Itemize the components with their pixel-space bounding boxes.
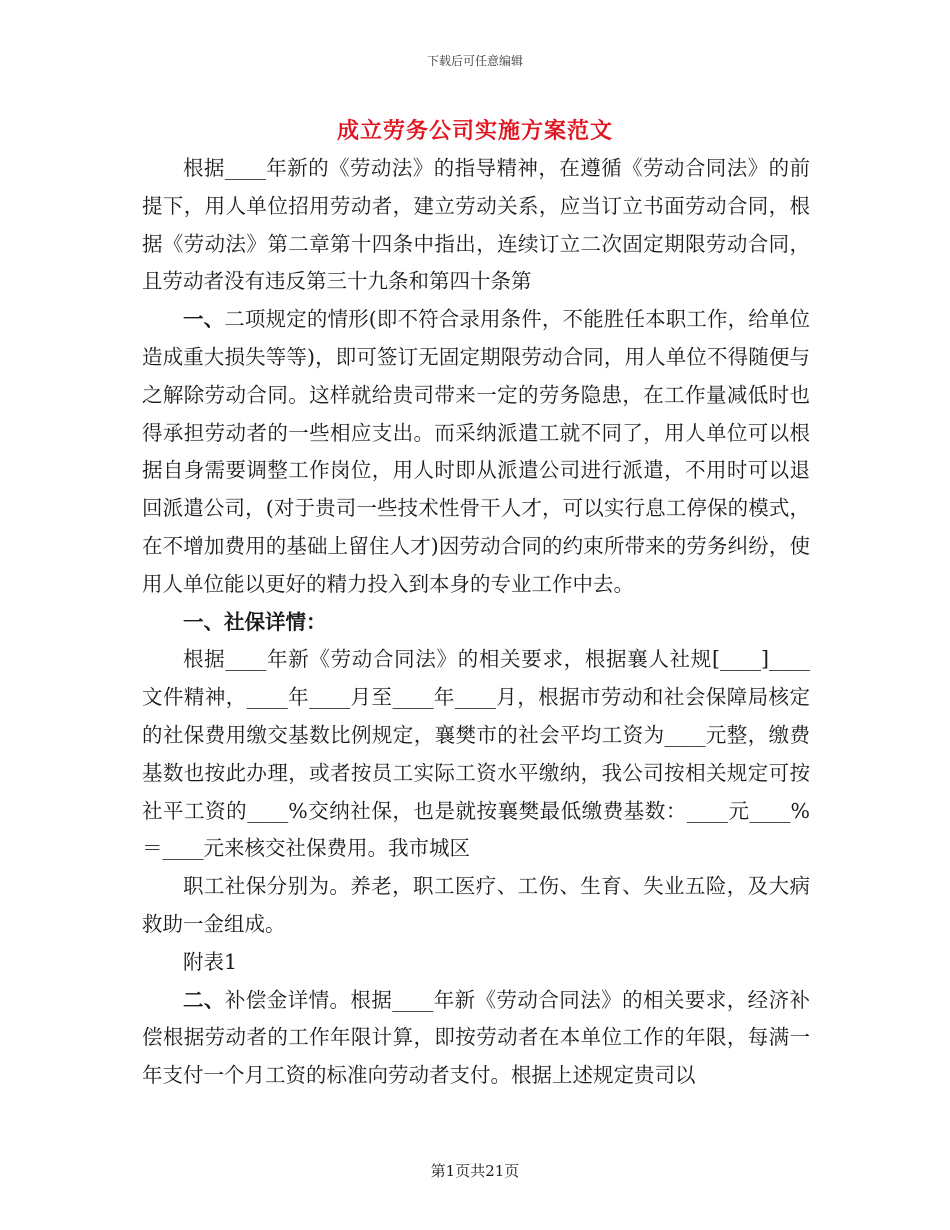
- paragraph-risks: [142, 301, 810, 603]
- paragraph-insurance-types: 职工社保分别为。养老，职工医疗、工伤、生育、失业五险，及大病救助一金组成。: [142, 874, 810, 936]
- document-body: [142, 150, 810, 1095]
- paragraph-risks-lead: 一、: [183, 307, 225, 332]
- paragraph-appendix-label: 附表1: [183, 949, 238, 974]
- paragraph-risks-text: 二项规定的情形(即不符合录用条件，不能胜任本职工作，给单位造成重大损失等等)，即可签订无固定期限劳动合同，用人单位不得随便与之解除劳动合同。这样就给贵司带来一定的劳务隐患，在工作量减低时也得承担劳动者的一些相应支出。而采纳派遣工就不同了，用人单位可以根据自身需要调整工作岗位，用人时即从派遣公司进行派遣，不用时可以退回派遣公司，(对于贵司一些技术性骨干人才，可以实行息工停保的模式，在不增加费用的基础上留住人才)因劳动合同的约束所带来的劳务纠纷，使用人单位能以更好的精力投入到本身的专业工作中去。: [142, 307, 811, 596]
- paragraph-social-insurance: 根据____年新《劳动合同法》的相关要求，根据襄人社规[____]____文件精神，____年____月至____年____月，根据市劳动和社会保障局核定的社保费用缴交基数比例规定，襄樊市的社会平均工资为____元整，缴费基数也按此办理，或者按员工实际工资水平缴纳，我公司按相关规定可按社平工资的____%交纳社保，也是就按襄樊最低缴费基数：____元____%＝____元来核交社保费用。我市城区: [142, 647, 810, 861]
- paragraph-intro: 根据____年新的《劳动法》的指导精神，在遵循《劳动合同法》的前提下，用人单位招用劳动者，建立劳动关系，应当订立书面劳动合同，根据《劳动法》第二章第十四条中指出，连续订立二次固定期限劳动合同，且劳动者没有违反第三十九条和第四十条第: [142, 156, 810, 294]
- paragraph-compensation: [142, 982, 810, 1095]
- page-header-note: 下载后可任意编辑: [426, 54, 523, 68]
- document-title: 成立劳务公司实施方案范文: [336, 118, 613, 144]
- paragraph-compensation-lead: 二、: [183, 987, 225, 1012]
- paragraph-compensation-text: 补偿金详情。根据____年新《劳动合同法》的相关要求，经济补偿根据劳动者的工作年限计算，即按劳动者在本单位工作的年限，每满一年支付一个月工资的标准向劳动者支付。根据上述规定贵司以: [142, 987, 811, 1088]
- section-heading-social-insurance: 一、社保详情：: [183, 609, 327, 634]
- page-footer-page-number: 第1页共21页: [430, 1162, 520, 1180]
